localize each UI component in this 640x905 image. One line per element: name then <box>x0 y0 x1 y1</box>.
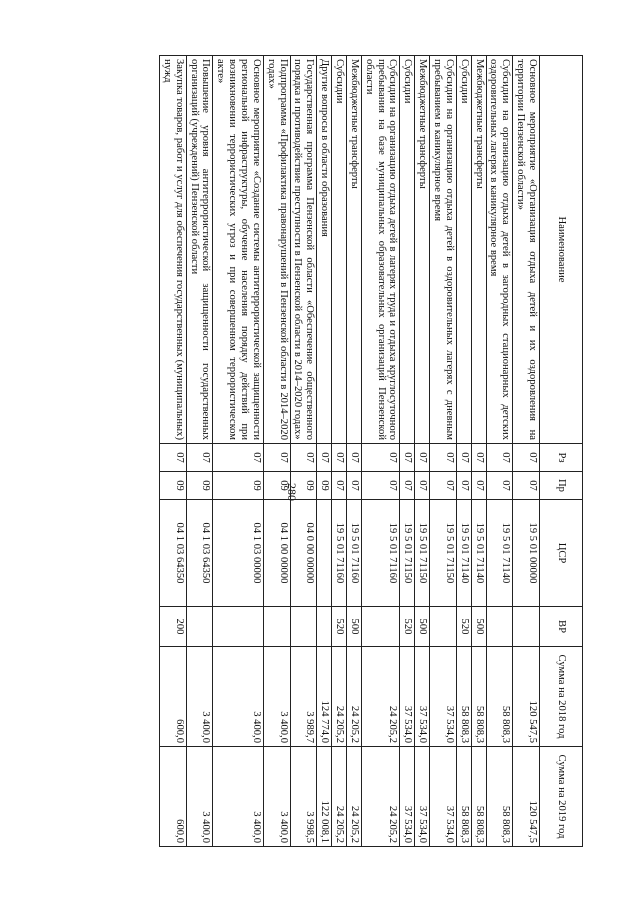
row-rz: 07 <box>486 444 513 472</box>
row-name: Государственная программа Пензенской области «Обеспечение общественного порядка и противодействие преступности в Пензенской области в 2014–2020 годах» <box>290 56 317 444</box>
table-row <box>471 56 486 847</box>
row-vr: 500 <box>415 607 430 647</box>
row-name: Межбюджетные трансферты <box>346 56 361 444</box>
budget-table-container <box>100 55 583 846</box>
row-vr: 520 <box>400 607 415 647</box>
row-sum-2018: 24 205,2 <box>346 647 361 747</box>
table-row <box>415 56 430 847</box>
row-sum-2019: 24 205,2 <box>361 747 400 847</box>
row-name: Другие вопросы в области образования <box>317 56 332 444</box>
row-sum-2019: 37 534,0 <box>415 747 430 847</box>
row-csr: 19 5 01 00000 <box>513 500 540 607</box>
row-rz: 07 <box>213 444 263 472</box>
row-rz: 07 <box>471 444 486 472</box>
row-rz: 07 <box>400 444 415 472</box>
row-sum-2018: 600,0 <box>159 647 186 747</box>
row-sum-2019: 3 400,0 <box>186 747 213 847</box>
row-vr <box>430 607 457 647</box>
row-sum-2019: 24 205,2 <box>332 747 347 847</box>
row-csr: 04 1 03 64350 <box>186 500 213 607</box>
row-pr: 07 <box>471 472 486 500</box>
row-vr: 500 <box>346 607 361 647</box>
row-pr: 09 <box>159 472 186 500</box>
row-csr: 19 5 01 71140 <box>486 500 513 607</box>
row-sum-2018: 37 534,0 <box>415 647 430 747</box>
row-sum-2018: 3 400,0 <box>263 647 290 747</box>
row-vr <box>186 607 213 647</box>
table-row <box>159 56 186 847</box>
row-sum-2018: 3 400,0 <box>186 647 213 747</box>
row-csr: 19 5 01 71160 <box>346 500 361 607</box>
table-row <box>213 56 263 847</box>
row-rz: 07 <box>361 444 400 472</box>
row-name: Субсидии <box>456 56 471 444</box>
row-sum-2019: 58 808,3 <box>486 747 513 847</box>
header-rz: Рз <box>540 444 583 472</box>
row-vr <box>513 607 540 647</box>
row-csr: 04 0 00 00000 <box>290 500 317 607</box>
row-sum-2019: 58 808,3 <box>456 747 471 847</box>
row-csr: 19 5 01 71140 <box>456 500 471 607</box>
row-name: Повышение уровня антитеррористической защищенности государственных организаций (учреждений) Пензенской области <box>186 56 213 444</box>
header-vr: ВР <box>540 607 583 647</box>
row-csr: 19 5 01 71150 <box>415 500 430 607</box>
row-sum-2019: 120 547,5 <box>513 747 540 847</box>
row-vr <box>361 607 400 647</box>
row-csr: 04 1 00 00000 <box>263 500 290 607</box>
row-sum-2018: 37 534,0 <box>430 647 457 747</box>
row-vr: 520 <box>456 607 471 647</box>
row-pr: 07 <box>346 472 361 500</box>
row-name: Субсидии на организацию отдыха детей в лагерях труда и отдыха круглосуточного пребывания на базе муниципальных образовательных организаций Пензенской области <box>361 56 400 444</box>
row-csr: 19 5 01 71150 <box>400 500 415 607</box>
row-pr: 09 <box>213 472 263 500</box>
header-sum-2018: Сумма на 2018 год <box>540 647 583 747</box>
table-row <box>400 56 415 847</box>
table-row <box>361 56 400 847</box>
row-csr: 19 5 01 71150 <box>430 500 457 607</box>
table-row <box>263 56 290 847</box>
table-row <box>186 56 213 847</box>
row-rz: 07 <box>456 444 471 472</box>
row-sum-2019: 24 205,2 <box>346 747 361 847</box>
row-pr: 09 <box>317 472 332 500</box>
row-name: Основное мероприятие «Создание системы антитеррористической защищенности региональной инфраструктуры, обучение населения порядку действий при возникновении террористических угроз и при совершенном террористическом акте» <box>213 56 263 444</box>
row-rz: 07 <box>430 444 457 472</box>
row-csr <box>317 500 332 607</box>
row-pr: 07 <box>430 472 457 500</box>
row-csr: 19 5 01 71160 <box>361 500 400 607</box>
table-row <box>317 56 332 847</box>
row-sum-2019: 3 400,0 <box>213 747 263 847</box>
row-sum-2018: 3 400,0 <box>213 647 263 747</box>
row-sum-2019: 122 008,1 <box>317 747 332 847</box>
row-rz: 07 <box>186 444 213 472</box>
row-csr: 04 1 03 64350 <box>159 500 186 607</box>
table-row <box>346 56 361 847</box>
row-vr: 520 <box>332 607 347 647</box>
row-vr: 200 <box>159 607 186 647</box>
row-sum-2018: 124 774,0 <box>317 647 332 747</box>
row-vr <box>317 607 332 647</box>
row-pr: 07 <box>415 472 430 500</box>
row-pr: 07 <box>486 472 513 500</box>
row-sum-2019: 3 400,0 <box>263 747 290 847</box>
row-pr: 07 <box>400 472 415 500</box>
row-name: Субсидии на организацию отдыха детей в загородных стационарных детских оздоровительных лагерях в каникулярное время <box>486 56 513 444</box>
row-pr: 09 <box>263 472 290 500</box>
row-sum-2018: 120 547,5 <box>513 647 540 747</box>
row-pr: 07 <box>456 472 471 500</box>
row-sum-2019: 3 998,5 <box>290 747 317 847</box>
row-name: Основное мероприятие «Организация отдыха детей и их оздоровления на территории Пензенской области» <box>513 56 540 444</box>
table-row <box>332 56 347 847</box>
row-pr: 09 <box>290 472 317 500</box>
table-row <box>456 56 471 847</box>
row-sum-2019: 37 534,0 <box>400 747 415 847</box>
row-pr: 09 <box>186 472 213 500</box>
row-rz: 07 <box>332 444 347 472</box>
row-sum-2018: 58 808,3 <box>456 647 471 747</box>
table-header-row <box>540 56 583 847</box>
header-sum-2019: Сумма на 2019 год <box>540 747 583 847</box>
row-vr <box>263 607 290 647</box>
row-pr: 07 <box>361 472 400 500</box>
row-rz: 07 <box>513 444 540 472</box>
row-vr <box>290 607 317 647</box>
row-vr: 500 <box>471 607 486 647</box>
row-sum-2018: 24 205,2 <box>361 647 400 747</box>
header-csr: ЦСР <box>540 500 583 607</box>
row-pr: 07 <box>332 472 347 500</box>
row-rz: 07 <box>159 444 186 472</box>
row-rz: 07 <box>346 444 361 472</box>
row-pr: 07 <box>513 472 540 500</box>
table-row <box>513 56 540 847</box>
header-name: Наименование <box>540 56 583 444</box>
row-sum-2018: 58 808,3 <box>486 647 513 747</box>
row-name: Субсидии <box>332 56 347 444</box>
row-sum-2019: 37 534,0 <box>430 747 457 847</box>
page-number: 280 <box>285 483 299 501</box>
row-sum-2018: 37 534,0 <box>400 647 415 747</box>
header-pr: Пр <box>540 472 583 500</box>
table-body <box>159 56 539 847</box>
row-sum-2019: 600,0 <box>159 747 186 847</box>
row-rz: 07 <box>290 444 317 472</box>
row-name: Субсидии <box>400 56 415 444</box>
row-sum-2018: 58 808,3 <box>471 647 486 747</box>
row-rz: 07 <box>415 444 430 472</box>
row-name: Подпрограмма «Профилактика правонарушений в Пензенской области в 2014–2020 годах» <box>263 56 290 444</box>
row-csr: 19 5 01 71160 <box>332 500 347 607</box>
table-row <box>430 56 457 847</box>
row-rz: 07 <box>317 444 332 472</box>
table-row <box>290 56 317 847</box>
budget-table <box>159 55 583 847</box>
row-name: Закупка товаров, работ и услуг для обеспечения государственных (муниципальных) нужд <box>159 56 186 444</box>
row-name: Межбюджетные трансферты <box>471 56 486 444</box>
table-row <box>486 56 513 847</box>
row-vr <box>486 607 513 647</box>
row-csr: 19 5 01 71140 <box>471 500 486 607</box>
row-name: Межбюджетные трансферты <box>415 56 430 444</box>
row-vr <box>213 607 263 647</box>
row-name: Субсидии на организацию отдыха детей в оздоровительных лагерях с дневным пребыванием в каникулярное время <box>430 56 457 444</box>
row-csr: 04 1 03 00000 <box>213 500 263 607</box>
row-rz: 07 <box>263 444 290 472</box>
row-sum-2018: 24 205,2 <box>332 647 347 747</box>
row-sum-2019: 58 808,3 <box>471 747 486 847</box>
row-sum-2018: 3 989,7 <box>290 647 317 747</box>
